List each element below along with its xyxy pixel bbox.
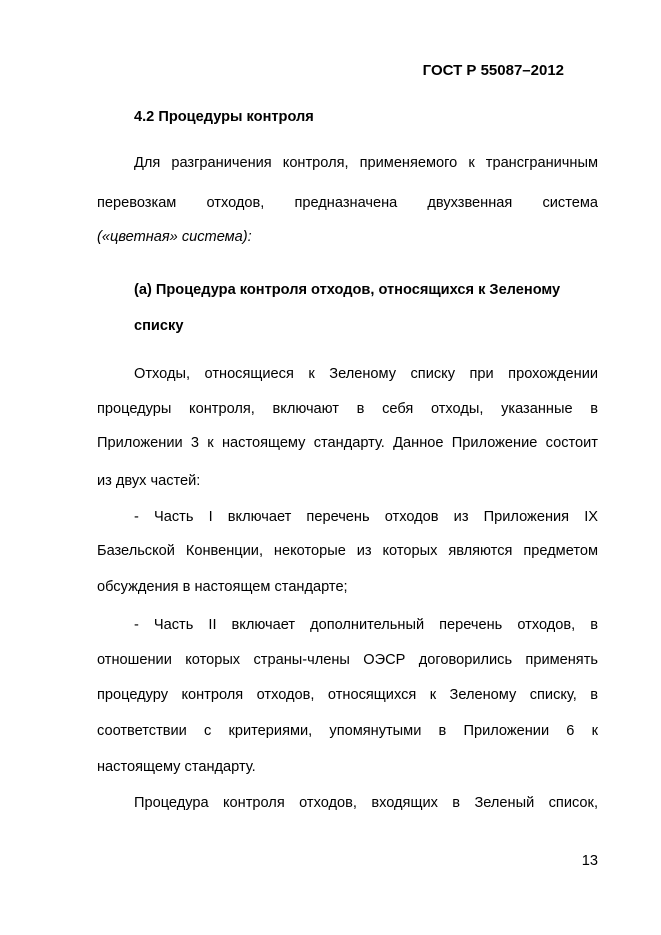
text-line: обсуждения в настоящем стандарте; — [97, 579, 348, 595]
text-line: процедуру контроля отходов, относящихся к Зеленому списку, в — [97, 687, 598, 703]
subsection-heading-line: (а) Процедура контроля отходов, относящихся к Зеленому — [134, 282, 561, 298]
text-line: Процедура контроля отходов, входящих в Зеленый список, — [134, 795, 598, 811]
subsection-heading-line: списку — [134, 318, 184, 334]
text-line: Базельской Конвенции, некоторые из которых являются предметом — [97, 543, 598, 559]
text-line: («цветная» система): — [97, 229, 252, 245]
section-heading: 4.2 Процедуры контроля — [134, 109, 314, 125]
text-line: Приложении 3 к настоящему стандарту. Данное Приложение состоит — [97, 435, 598, 451]
text-line: Для разграничения контроля, применяемого к трансграничным — [134, 155, 598, 171]
text-line: Отходы, относящиеся к Зеленому списку при прохождении — [134, 366, 598, 382]
page-number: 13 — [581, 853, 598, 869]
text-line: процедуры контроля, включают в себя отходы, указанные в — [97, 401, 598, 417]
text-line: соответствии с критериями, упомянутыми в Приложении 6 к — [97, 723, 598, 739]
text-line: перевозкам отходов, предназначена двухзвенная система — [97, 195, 598, 211]
text-line: - Часть I включает перечень отходов из Приложения IX — [134, 509, 598, 525]
text-line: отношении которых страны-члены ОЭСР договорились применять — [97, 652, 598, 668]
text-line: из двух частей: — [97, 473, 201, 489]
document-code-header: ГОСТ Р 55087–2012 — [422, 62, 564, 79]
text-line: - Часть II включает дополнительный перечень отходов, в — [134, 617, 598, 633]
text-line: настоящему стандарту. — [97, 759, 256, 775]
